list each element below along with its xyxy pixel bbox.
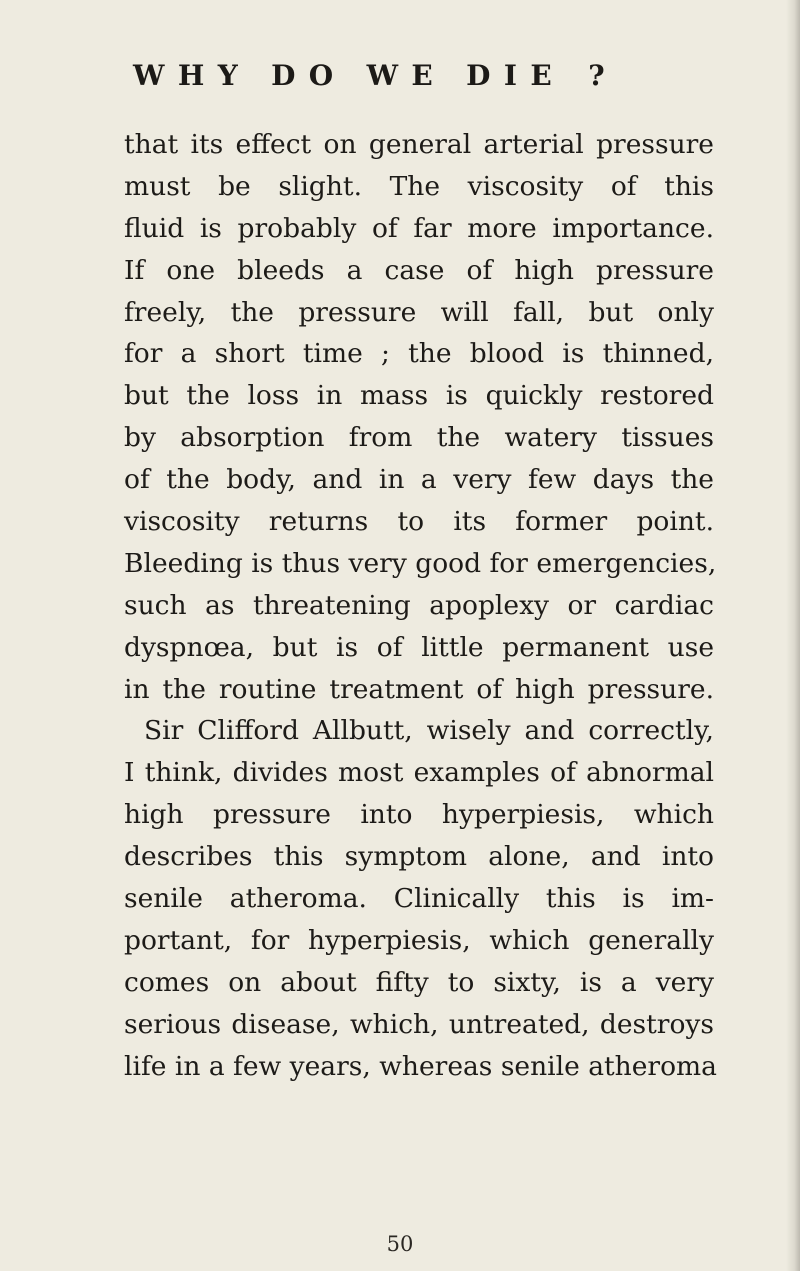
text-line: describes this symptom alone, and into [124, 841, 714, 873]
text-line: life in a few years, whereas senile atheroma [124, 1050, 717, 1082]
page-edge-shadow [786, 0, 800, 1271]
page-number: 50 [386, 1232, 414, 1256]
running-head [133, 56, 713, 96]
text-line: serious disease, which, untreated, destroys [124, 1008, 714, 1040]
text-line: I think, divides most examples of abnormal [124, 757, 714, 789]
text-line: of the body, and in a very few days the [124, 464, 714, 496]
text-line: but the loss in mass is quickly restored [124, 380, 714, 412]
running-head-word: DO [271, 59, 347, 92]
text-line: must be slight. The viscosity of this [124, 170, 714, 202]
text-line: Bleeding is thus very good for emergencies, [124, 547, 717, 579]
text-line: in the routine treatment of high pressure. [124, 673, 714, 705]
text-line: portant, for hyperpiesis, which generally [124, 924, 714, 956]
text-line: high pressure into hyperpiesis, which [124, 799, 714, 831]
text-line: viscosity returns to its former point. [124, 506, 714, 538]
text-line: comes on about fifty to sixty, is a very [124, 966, 714, 998]
text-line: that its effect on general arterial pressure [124, 129, 714, 160]
text-line: freely, the pressure will fall, but only [124, 296, 714, 328]
text-line: such as threatening apoplexy or cardiac [124, 589, 714, 621]
text-line: for a short time ; the blood is thinned, [124, 338, 714, 370]
text-line: dyspnœa, but is of little permanent use [124, 631, 714, 663]
text-line: If one bleeds a case of high pressure [124, 254, 714, 286]
text-line: fluid is probably of far more importance. [124, 212, 714, 244]
text-line: by absorption from the watery tissues [124, 422, 714, 454]
text-line-paragraph-start: Sir Clifford Allbutt, wisely and correctly, [144, 715, 714, 747]
running-head-word: WE [366, 59, 447, 92]
running-head-word: WHY [133, 59, 252, 92]
body-paragraphs [124, 124, 717, 1087]
text-line: senile atheroma. Clinically this is im- [124, 883, 714, 915]
running-head-word: DIE ? [466, 59, 619, 92]
